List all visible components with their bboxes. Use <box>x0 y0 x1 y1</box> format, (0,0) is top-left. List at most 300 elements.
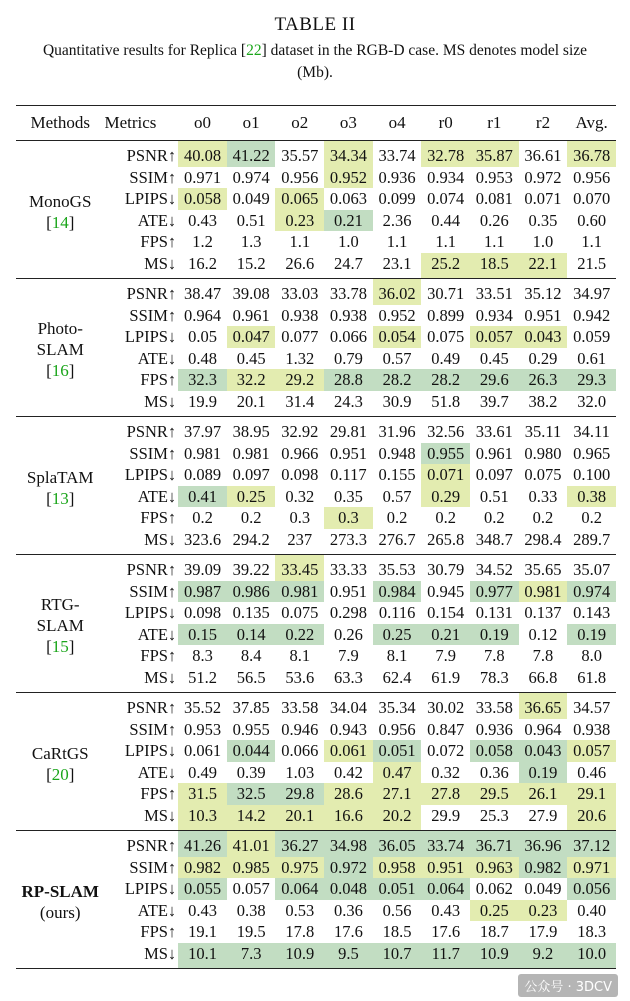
method-ref-link[interactable]: 20 <box>51 764 69 784</box>
metric-label: LPIPS↓ <box>124 327 177 346</box>
table-row <box>16 529 616 555</box>
value-cell: 24.3 <box>324 391 373 417</box>
caption-ref-link[interactable]: 22 <box>246 42 262 59</box>
value-cell: 0.075 <box>427 327 465 346</box>
value-cell: 0.098 <box>281 465 319 484</box>
value-cell: 25.3 <box>470 805 519 831</box>
value-cell: 32.78 <box>421 141 470 167</box>
value-cell: 0.971 <box>183 167 222 187</box>
value-cell: 23.1 <box>373 253 422 279</box>
metric-label: LPIPS↓ <box>124 879 177 898</box>
value-cell: 0.51 <box>236 210 266 230</box>
value-cell: 0.063 <box>329 189 367 208</box>
value-cell: 34.97 <box>573 284 611 303</box>
metric-label: FPS↑ <box>140 232 177 251</box>
table-row <box>16 805 616 831</box>
value-cell: 0.956 <box>378 719 416 739</box>
value-cell: 63.3 <box>324 667 373 693</box>
value-cell: 38.95 <box>232 422 270 441</box>
method-group <box>16 141 616 279</box>
method-ref: [15] <box>46 637 75 656</box>
value-cell: 0.15 <box>178 624 227 646</box>
value-cell: 0.964 <box>524 719 562 739</box>
method-name: SplaTAM <box>26 467 94 487</box>
value-cell: 1.1 <box>289 232 311 251</box>
metric-label: FPS↑ <box>140 646 177 665</box>
value-cell: 0.044 <box>227 740 276 762</box>
table-row <box>16 921 616 943</box>
header-col: r1 <box>470 106 519 141</box>
value-cell: 0.064 <box>275 878 324 900</box>
value-cell: 10.0 <box>567 943 616 969</box>
value-cell: 33.45 <box>275 555 324 581</box>
value-cell: 0.298 <box>329 603 367 622</box>
metric-label: FPS↑ <box>140 922 177 941</box>
value-cell: 1.2 <box>192 232 213 251</box>
value-cell: 0.980 <box>524 443 562 463</box>
value-cell: 16.6 <box>324 805 373 831</box>
value-cell: 0.22 <box>275 624 324 646</box>
value-cell: 0.987 <box>178 581 227 603</box>
caption-part-2: ] dataset in the RGB-D case. MS denotes model size (Mb). <box>261 42 588 81</box>
method-name-cell <box>16 141 104 279</box>
value-cell: 0.57 <box>382 486 412 506</box>
table-row <box>16 857 616 879</box>
value-cell: 31.5 <box>178 783 227 805</box>
value-cell: 0.981 <box>275 581 324 603</box>
value-cell: 0.057 <box>567 740 616 762</box>
header-col: o1 <box>227 106 276 141</box>
value-cell: 19.9 <box>178 391 227 417</box>
metric-label: FPS↑ <box>140 784 177 803</box>
value-cell: 0.946 <box>281 719 319 739</box>
value-cell: 0.21 <box>324 210 373 232</box>
value-cell: 8.4 <box>240 646 262 665</box>
value-cell: 0.143 <box>573 603 611 622</box>
results-table <box>16 105 616 969</box>
value-cell: 0.977 <box>470 581 519 603</box>
value-cell: 0.982 <box>178 857 227 879</box>
method-ref-link[interactable]: 15 <box>51 637 69 656</box>
value-cell: 31.4 <box>275 391 324 417</box>
metric-label: SSIM↑ <box>129 167 177 187</box>
value-cell: 0.061 <box>324 740 373 762</box>
value-cell: 0.2 <box>581 508 602 527</box>
value-cell: 17.6 <box>431 922 461 941</box>
table-row <box>16 188 616 210</box>
value-cell: 0.952 <box>378 305 416 325</box>
value-cell: 20.1 <box>275 805 324 831</box>
method-name: RTG- <box>40 595 80 614</box>
value-cell: 0.43 <box>188 210 217 230</box>
value-cell: 29.6 <box>470 369 519 391</box>
table-row <box>16 369 616 391</box>
value-cell: 33.58 <box>475 698 513 717</box>
table-row <box>16 667 616 693</box>
value-cell: 0.116 <box>378 603 416 622</box>
value-cell: 0.081 <box>475 189 513 208</box>
value-cell: 0.2 <box>386 508 408 527</box>
value-cell: 27.9 <box>519 805 568 831</box>
value-cell: 0.39 <box>236 762 266 782</box>
value-cell: 18.7 <box>479 922 509 941</box>
value-cell: 56.5 <box>227 667 276 693</box>
value-cell: 0.61 <box>577 348 607 368</box>
value-cell: 38.2 <box>519 391 568 417</box>
method-ref: [20] <box>46 764 75 784</box>
value-cell: 53.6 <box>275 667 324 693</box>
value-cell: 20.1 <box>227 391 276 417</box>
value-cell: 0.45 <box>236 348 266 368</box>
value-cell: 32.5 <box>227 783 276 805</box>
value-cell: 10.9 <box>275 943 324 969</box>
value-cell: 0.064 <box>421 878 470 900</box>
value-cell: 33.58 <box>281 698 319 717</box>
table-row <box>16 141 616 167</box>
value-cell: 0.934 <box>475 305 513 325</box>
value-cell: 0.899 <box>427 305 465 325</box>
value-cell: 0.952 <box>324 167 373 189</box>
method-ref-link[interactable]: 14 <box>51 212 69 232</box>
value-cell: 0.047 <box>227 326 276 348</box>
value-cell: 35.11 <box>524 422 562 441</box>
value-cell: 30.79 <box>427 560 465 579</box>
table-row <box>16 305 616 327</box>
metric-label: ATE↓ <box>137 900 177 920</box>
value-cell: 0.981 <box>519 581 568 603</box>
value-cell: 0.47 <box>373 762 422 784</box>
metric-label: ATE↓ <box>137 348 177 368</box>
value-cell: 33.33 <box>329 560 367 579</box>
value-cell: 0.975 <box>275 857 324 879</box>
metric-label: LPIPS↓ <box>124 741 177 760</box>
value-cell: 348.7 <box>470 529 519 555</box>
metric-label: MS↓ <box>104 529 178 555</box>
value-cell: 0.48 <box>188 348 217 368</box>
value-cell: 0.958 <box>373 857 422 879</box>
metric-label: SSIM↑ <box>129 443 177 463</box>
value-cell: 0.21 <box>421 624 470 646</box>
value-cell: 0.19 <box>567 624 616 646</box>
value-cell: 10.9 <box>470 943 519 969</box>
value-cell: 0.41 <box>178 486 227 508</box>
value-cell: 0.847 <box>427 719 465 739</box>
metric-label: SSIM↑ <box>129 305 177 325</box>
value-cell: 34.52 <box>475 560 513 579</box>
value-cell: 0.955 <box>421 443 470 465</box>
table-row <box>16 443 616 465</box>
value-cell: 0.44 <box>431 210 461 230</box>
caption-part-1: Quantitative results for Replica [ <box>42 42 247 59</box>
value-cell: 0.061 <box>183 741 222 760</box>
value-cell: 0.43 <box>188 900 217 920</box>
table-row <box>16 624 616 646</box>
table-row <box>16 326 616 348</box>
table-caption <box>0 14 630 84</box>
metric-label: SSIM↑ <box>129 857 177 877</box>
value-cell: 0.60 <box>577 210 607 230</box>
caption-text <box>0 40 630 84</box>
value-cell: 26.3 <box>519 369 568 391</box>
value-cell: 30.9 <box>373 391 422 417</box>
value-cell: 51.2 <box>178 667 227 693</box>
value-cell: 35.52 <box>183 698 222 717</box>
value-cell: 0.056 <box>567 878 616 900</box>
value-cell: 28.2 <box>421 369 470 391</box>
value-cell: 0.065 <box>275 188 324 210</box>
value-cell: 31.96 <box>378 422 416 441</box>
value-cell: 0.25 <box>227 486 276 508</box>
value-cell: 0.79 <box>333 348 363 368</box>
value-cell: 0.066 <box>281 741 319 760</box>
value-cell: 37.85 <box>232 698 270 717</box>
value-cell: 7.8 <box>532 646 554 665</box>
value-cell: 8.0 <box>581 646 602 665</box>
value-cell: 34.04 <box>329 698 367 717</box>
method-name-cell <box>16 279 104 417</box>
metric-label: ATE↓ <box>137 486 177 506</box>
metric-label: PSNR↑ <box>126 560 177 579</box>
value-cell: 0.46 <box>577 762 607 782</box>
value-cell: 22.1 <box>519 253 568 279</box>
metric-label: ATE↓ <box>137 762 177 782</box>
value-cell: 0.14 <box>227 624 276 646</box>
method-ref-link[interactable]: 16 <box>51 361 69 380</box>
value-cell: 10.7 <box>373 943 422 969</box>
value-cell: 26.6 <box>275 253 324 279</box>
value-cell: 36.71 <box>470 831 519 857</box>
value-cell: 0.2 <box>532 508 554 527</box>
value-cell: 41.01 <box>227 831 276 857</box>
value-cell: 0.53 <box>285 900 315 920</box>
value-cell: 0.155 <box>378 465 416 484</box>
value-cell: 33.03 <box>281 284 319 303</box>
value-cell: 0.135 <box>232 603 270 622</box>
value-cell: 0.075 <box>524 465 562 484</box>
value-cell: 28.8 <box>324 369 373 391</box>
value-cell: 0.49 <box>431 348 461 368</box>
metric-label: PSNR↑ <box>126 836 177 855</box>
value-cell: 37.12 <box>567 831 616 857</box>
table-row <box>16 167 616 189</box>
value-cell: 0.938 <box>281 305 319 325</box>
method-group <box>16 279 616 417</box>
value-cell: 0.972 <box>524 167 562 187</box>
value-cell: 0.071 <box>421 464 470 486</box>
value-cell: 0.981 <box>183 443 222 463</box>
metric-label: FPS↑ <box>140 370 177 389</box>
metric-label: SSIM↑ <box>129 581 177 601</box>
value-cell: 78.3 <box>470 667 519 693</box>
metric-label: ATE↓ <box>137 624 177 644</box>
value-cell: 20.2 <box>373 805 422 831</box>
value-cell: 0.953 <box>183 719 222 739</box>
method-name: RP-SLAM <box>21 881 99 901</box>
value-cell: 35.34 <box>378 698 416 717</box>
value-cell: 0.3 <box>289 508 311 527</box>
value-cell: 0.26 <box>479 210 509 230</box>
value-cell: 0.23 <box>275 210 324 232</box>
value-cell: 0.12 <box>528 624 558 644</box>
value-cell: 0.3 <box>324 507 373 529</box>
method-name: SLAM <box>36 340 84 359</box>
value-cell: 2.36 <box>382 210 412 230</box>
value-cell: 29.8 <box>275 783 324 805</box>
value-cell: 35.07 <box>573 560 611 579</box>
value-cell: 34.98 <box>324 831 373 857</box>
value-cell: 0.36 <box>479 762 509 782</box>
value-cell: 0.059 <box>573 327 611 346</box>
value-cell: 0.070 <box>573 189 611 208</box>
value-cell: 0.071 <box>524 189 562 208</box>
header-col: r2 <box>519 106 568 141</box>
value-cell: 0.982 <box>519 857 568 879</box>
value-cell: 25.2 <box>421 253 470 279</box>
value-cell: 0.938 <box>573 719 611 739</box>
value-cell: 0.049 <box>232 189 270 208</box>
table-row <box>16 831 616 857</box>
value-cell: 34.11 <box>573 422 610 441</box>
metric-label: MS↓ <box>104 667 178 693</box>
table-row <box>16 231 616 253</box>
value-cell: 7.8 <box>484 646 505 665</box>
metric-label: MS↓ <box>104 805 178 831</box>
value-cell: 0.971 <box>567 857 616 879</box>
metric-label: LPIPS↓ <box>124 465 177 484</box>
value-cell: 0.36 <box>333 900 363 920</box>
metric-label: SSIM↑ <box>129 719 177 739</box>
value-cell: 35.87 <box>470 141 519 167</box>
value-cell: 0.963 <box>470 857 519 879</box>
value-cell: 0.951 <box>524 305 562 325</box>
value-cell: 32.2 <box>227 369 276 391</box>
value-cell: 0.956 <box>573 167 611 187</box>
value-cell: 41.26 <box>178 831 227 857</box>
value-cell: 0.938 <box>329 305 367 325</box>
value-cell: 7.9 <box>338 646 359 665</box>
value-cell: 29.81 <box>329 422 367 441</box>
header-col: o0 <box>178 106 227 141</box>
value-cell: 0.953 <box>475 167 513 187</box>
method-ref-link[interactable]: 13 <box>51 488 69 508</box>
value-cell: 0.40 <box>577 900 607 920</box>
table-row <box>16 555 616 581</box>
table-row <box>16 279 616 305</box>
method-name: MonoGS <box>29 191 92 211</box>
method-name-cell <box>16 831 104 969</box>
value-cell: 0.19 <box>519 762 568 784</box>
value-cell: 61.9 <box>421 667 470 693</box>
value-cell: 35.12 <box>524 284 562 303</box>
value-cell: 11.7 <box>421 943 470 969</box>
value-cell: 0.25 <box>373 624 422 646</box>
value-cell: 32.3 <box>178 369 227 391</box>
value-cell: 0.974 <box>567 581 616 603</box>
value-cell: 0.097 <box>475 465 513 484</box>
header-methods: Methods <box>16 106 104 141</box>
value-cell: 0.057 <box>470 326 519 348</box>
table-row <box>16 464 616 486</box>
value-cell: 0.058 <box>178 188 227 210</box>
value-cell: 61.8 <box>567 667 616 693</box>
value-cell: 0.956 <box>281 167 319 187</box>
value-cell: 1.3 <box>240 232 262 251</box>
value-cell: 0.45 <box>479 348 509 368</box>
value-cell: 17.9 <box>528 922 558 941</box>
metric-label: PSNR↑ <box>126 698 177 717</box>
value-cell: 51.8 <box>421 391 470 417</box>
value-cell: 19.1 <box>188 922 217 941</box>
value-cell: 36.05 <box>373 831 422 857</box>
value-cell: 0.51 <box>479 486 509 506</box>
method-ref: [14] <box>46 212 75 232</box>
value-cell: 36.78 <box>567 141 616 167</box>
metric-label: PSNR↑ <box>126 422 177 441</box>
value-cell: 24.7 <box>324 253 373 279</box>
metric-label: FPS↑ <box>140 508 177 527</box>
value-cell: 0.29 <box>528 348 558 368</box>
value-cell: 38.47 <box>183 284 222 303</box>
metric-label: PSNR↑ <box>126 284 177 303</box>
table-row <box>16 417 616 443</box>
value-cell: 0.077 <box>281 327 319 346</box>
value-cell: 0.984 <box>373 581 422 603</box>
value-cell: 0.936 <box>475 719 513 739</box>
value-cell: 0.131 <box>475 603 513 622</box>
value-cell: 36.96 <box>519 831 568 857</box>
value-cell: 29.2 <box>275 369 324 391</box>
method-name-cell <box>16 555 104 693</box>
value-cell: 1.1 <box>484 232 505 251</box>
value-cell: 33.61 <box>475 422 513 441</box>
value-cell: 0.072 <box>427 741 465 760</box>
value-cell: 32.0 <box>567 391 616 417</box>
value-cell: 1.1 <box>581 232 602 251</box>
metric-label: ATE↓ <box>137 210 177 230</box>
value-cell: 1.0 <box>338 232 359 251</box>
value-cell: 28.2 <box>373 369 422 391</box>
table-row <box>16 645 616 667</box>
table-row <box>16 943 616 969</box>
value-cell: 19.5 <box>236 922 266 941</box>
value-cell: 0.942 <box>573 305 611 325</box>
value-cell: 0.154 <box>427 603 465 622</box>
value-cell: 0.058 <box>470 740 519 762</box>
value-cell: 36.61 <box>524 146 562 165</box>
value-cell: 39.08 <box>232 284 270 303</box>
value-cell: 0.2 <box>435 508 457 527</box>
value-cell: 39.22 <box>232 560 270 579</box>
value-cell: 0.35 <box>333 486 363 506</box>
table-row <box>16 740 616 762</box>
header-col: r0 <box>421 106 470 141</box>
value-cell: 294.2 <box>227 529 276 555</box>
value-cell: 0.57 <box>382 348 412 368</box>
value-cell: 1.1 <box>386 232 408 251</box>
value-cell: 0.951 <box>329 443 367 463</box>
table-number: TABLE II <box>274 14 356 35</box>
value-cell: 29.9 <box>421 805 470 831</box>
value-cell: 0.33 <box>528 486 558 506</box>
value-cell: 0.961 <box>232 305 270 325</box>
value-cell: 0.075 <box>281 603 319 622</box>
value-cell: 27.1 <box>373 783 422 805</box>
method-name: CaRtGS <box>31 743 89 763</box>
watermark: 公众号 · 3DCV <box>518 974 618 997</box>
value-cell: 34.57 <box>573 698 611 717</box>
value-cell: 0.043 <box>519 326 568 348</box>
value-cell: 9.2 <box>519 943 568 969</box>
